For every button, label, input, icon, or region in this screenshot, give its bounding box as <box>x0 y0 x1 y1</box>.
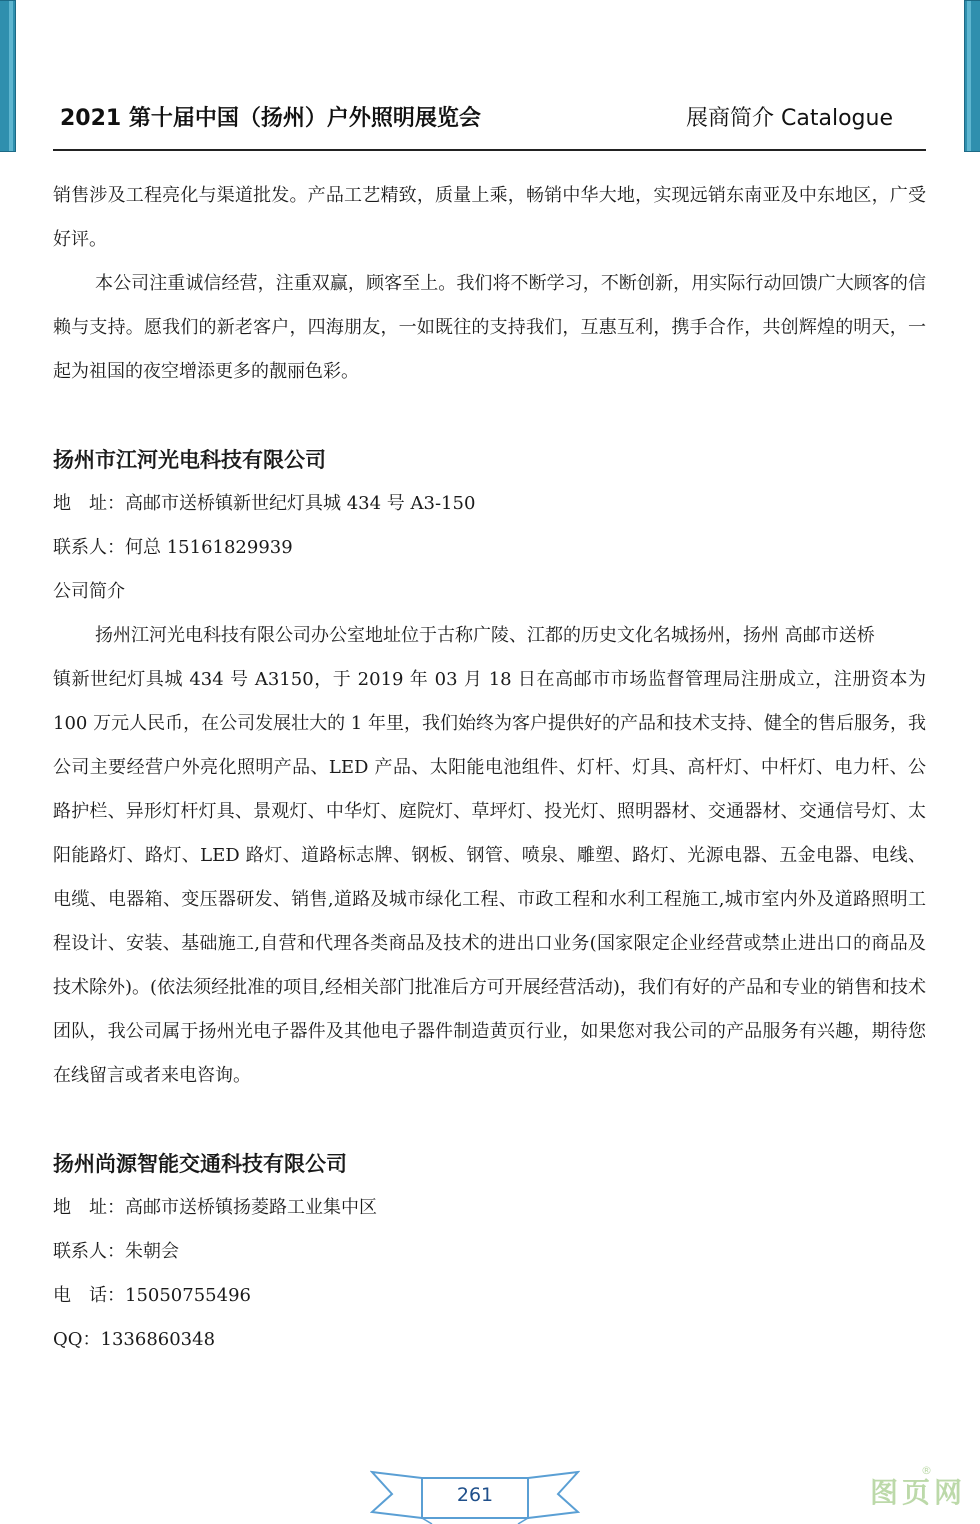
intro-paragraph: 销售涉及工程亮化与渠道批发。产品工艺精致，质量上乘，畅销中华大地，实现远销东南亚及中东地区，广受好评。 <box>53 185 926 250</box>
company-phone: 电 话：15050755496 <box>53 1285 251 1306</box>
exhibition-title: 2021 第十届中国（扬州）户外照明展览会 <box>60 106 481 131</box>
site-watermark: 图页网 <box>869 1476 966 1509</box>
company-intro-label: 公司简介 <box>53 581 125 602</box>
right-edge-decoration <box>964 0 980 152</box>
header-divider <box>53 149 926 151</box>
company-qq: QQ：1336860348 <box>53 1329 216 1350</box>
company-contact: 联系人：何总 15161829939 <box>53 537 293 558</box>
page-header <box>55 96 925 136</box>
left-edge-decoration <box>0 0 16 152</box>
company-entry <box>53 438 926 1098</box>
company-contact: 联系人：朱朝会 <box>53 1241 179 1262</box>
page-number: 261 <box>456 1484 494 1506</box>
catalogue-label: 展商简介 Catalogue <box>686 106 893 131</box>
company-address: 地 址：高邮市送桥镇新世纪灯具城 434 号 A3-150 <box>53 493 476 514</box>
page-content <box>53 174 926 1362</box>
intro-paragraph: 本公司注重诚信经营，注重双赢，顾客至上。我们将不断学习，不断创新，用实际行动回馈广大顾客的信赖与支持。愿我们的新老客户，四海朋友，一如既往的支持我们，互惠互利，携手合作，共创辉煌的明天，一起为祖国的夜空增添更多的靓丽色彩。 <box>53 273 926 382</box>
company-name: 扬州尚源智能交通科技有限公司 <box>53 1152 347 1176</box>
company-description: 扬州江河光电科技有限公司办公室地址位于古称广陵、江都的历史文化名城扬州，扬州 高邮市送桥 <box>95 625 875 646</box>
page-footer <box>370 1464 580 1524</box>
registered-mark: ® <box>921 1464 932 1477</box>
company-name: 扬州市江河光电科技有限公司 <box>53 448 326 472</box>
company-description: 镇新世纪灯具城 434 号 A3150，于 2019 年 03 月 18 日在高邮市市场监督管理局注册成立，注册资本为 100 万元人民币，在公司发展壮大的 1 年里，我们始终为客户提供好的产品和技术支持、健全的售后服务，我公司主要经营户外亮化照明产品、LED 产品、太阳能电池组件、灯杆、灯具、高杆灯、中杆灯、电力杆、公路护栏、异形灯杆灯具、景观灯、中华灯、庭院灯、草坪灯、投光灯、照明器材、交通器材、交通信号灯、太阳能路灯、路灯、LED 路灯、道路标志牌、钢板、钢管、喷泉、雕塑、路灯、光源电器、五金电器、电线、电缆、电器箱、变压器研发、销售,道路及城市绿化工程、市政工程和水利工程施工,城市室内外及道路照明工程设计、安装、基础施工,自营和代理各类商品及技术的进出口业务(国家限定企业经营或禁止进出口的商品及技术除外)。(依法须经批准的项目,经相关部门批准后方可开展经营活动)，我们有好的产品和专业的销售和技术团队，我公司属于扬州光电子器件及其他电子器件制造黄页行业，如果您对我公司的产品服务有兴趣，期待您在线留言或者来电咨询。 <box>53 669 926 1086</box>
company-entry <box>53 1142 926 1362</box>
company-address: 地 址：高邮市送桥镇扬菱路工业集中区 <box>53 1197 377 1218</box>
